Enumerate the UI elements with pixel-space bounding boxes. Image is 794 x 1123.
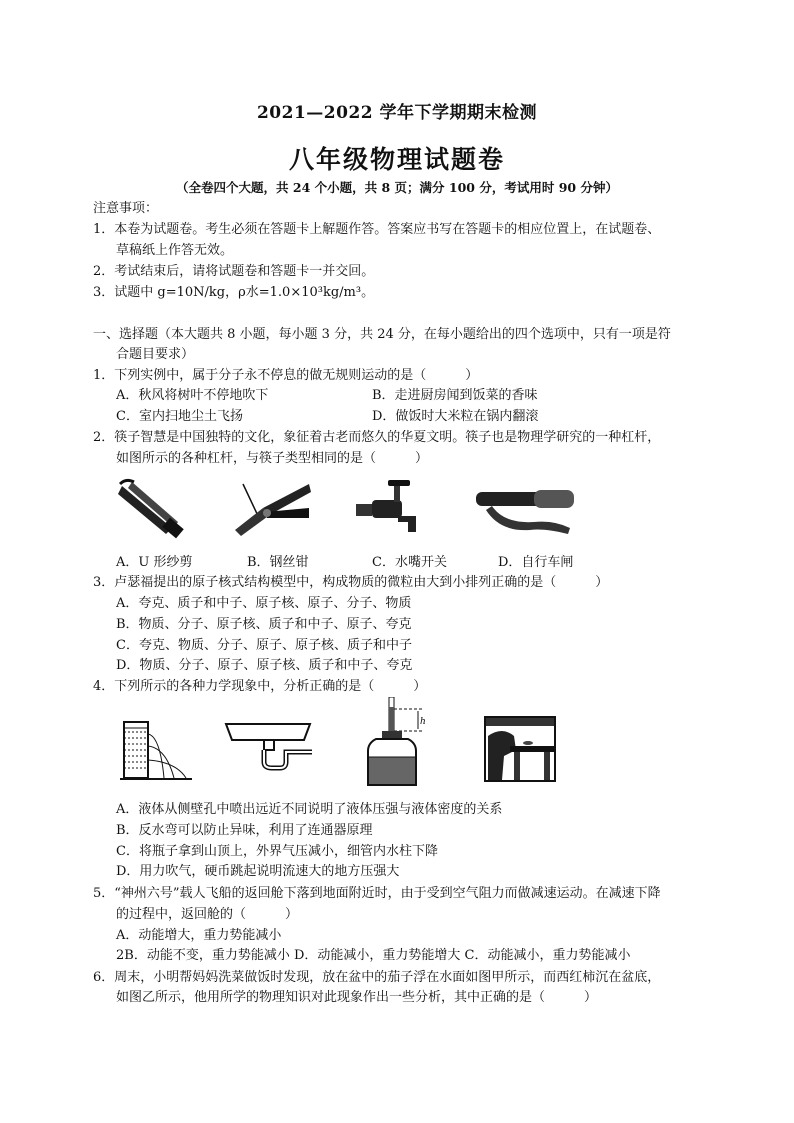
exam-subtitle: （全卷四个大题，共 24 个小题，共 8 页；满分 100 分，考试用时 90 分钟）: [176, 180, 618, 195]
note-3: 3．试题中 g=10N/kg，ρ水=1.0×10³kg/m³。: [93, 285, 375, 300]
bicycle-brake-icon: [474, 484, 578, 536]
q3-stem: 3．卢瑟福提出的原子核式结构模型中，构成物质的微粒由大到小排列正确的是（ ）: [93, 575, 609, 590]
pliers-icon: [229, 478, 315, 540]
section1-heading-a: 一、选择题（本大题共 8 小题，每小题 3 分，共 24 分，在每小题给出的四个选项中，只有一项是符: [93, 327, 671, 342]
bottle-barometer-icon: [362, 697, 436, 789]
q5-option-a: A．动能增大，重力势能减小: [116, 928, 282, 943]
faucet-icon: [354, 480, 426, 542]
notes-heading: 注意事项：: [93, 201, 159, 216]
note-2: 2．考试结束后，请将试题卷和答题卡一并交回。: [93, 264, 375, 279]
exam-title-line2: 八年级物理试题卷: [288, 145, 505, 174]
q2-stem-1: 2．筷子智慧是中国独特的文化，象征着古老而悠久的华夏文明。筷子也是物理学研究的一种杠杆，: [93, 430, 661, 445]
q1-option-b: B．走进厨房闻到饭菜的香味: [372, 388, 538, 403]
q2-stem-2: 如图所示的各种杠杆，与筷子类型相同的是（ ）: [116, 451, 429, 466]
height-label: h: [420, 717, 426, 727]
exam-title-line1: 2021—2022 学年下学期期末检测: [256, 103, 538, 123]
q4-option-a: A．液体从侧壁孔中喷出远近不同说明了液体压强与液体密度的关系: [116, 802, 503, 817]
q3-option-a: A．夸克、质子和中子、原子核、原子、分子、物质: [116, 596, 412, 611]
q2-option-c: C．水嘴开关: [372, 555, 447, 570]
q3-option-c: C．夸克、物质、分子、原子、原子核、质子和中子: [116, 638, 412, 653]
q4-stem: 4．下列所示的各种力学现象中，分析正确的是（ ）: [93, 679, 427, 694]
blow-coin-icon: [484, 716, 556, 782]
q3-option-b: B．物质、分子、原子核、质子和中子、原子、夸克: [116, 617, 412, 632]
q5-stem-1: 5．“神州六号”载人飞船的返回舱下落到地面附近时，由于受到空气阻力而做减速运动。在减速下降: [93, 886, 661, 901]
q2-option-b: B．钢丝钳: [247, 555, 309, 570]
q1-stem: 1．下列实例中，属于分子永不停息的做无规则运动的是（ ）: [93, 368, 479, 383]
q1-option-a: A．秋风将树叶不停地吹下: [116, 388, 269, 403]
q1-option-d: D．做饭时大米粒在锅内翻滚: [372, 409, 539, 424]
q5-options-rest: 2B．动能不变，重力势能减小 D．动能减小，重力势能增大 C．动能减小，重力势能减小: [116, 948, 631, 963]
note-1a: 1．本卷为试题卷。考生必须在答题卡上解题作答。答案应书写在答题卡的相应位置上，在试题卷、: [93, 222, 661, 237]
q4-option-b: B．反水弯可以防止异味，利用了连通器原理: [116, 823, 373, 838]
q6-stem-2: 如图乙所示，他用所学的物理知识对此现象作出一些分析，其中正确的是（ ）: [116, 990, 598, 1005]
q3-option-d: D．物质、分子、原子、原子核、质子和中子、夸克: [116, 658, 413, 673]
q2-option-a: A．U 形纱剪: [116, 555, 193, 570]
q2-option-d: D．自行车闸: [498, 555, 574, 570]
q4-option-c: C．将瓶子拿到山顶上，外界气压减小，细管内水柱下降: [116, 844, 438, 859]
sink-trap-icon: [224, 722, 318, 772]
water-jet-container-icon: [120, 718, 192, 782]
section1-heading-b: 合题目要求）: [116, 347, 195, 362]
q4-option-d: D．用力吹气，硬币跳起说明流速大的地方压强大: [116, 864, 400, 879]
note-1b: 草稿纸上作答无效。: [116, 243, 234, 258]
q1-option-c: C．室内扫地尘土飞扬: [116, 409, 243, 424]
q5-stem-2: 的过程中，返回舱的（ ）: [116, 907, 299, 922]
scissors-icon: [114, 478, 188, 540]
q6-stem-1: 6．周末，小明帮妈妈洗菜做饭时发现，放在盆中的茄子浮在水面如图甲所示，而西红柿沉在盆底，: [93, 970, 661, 985]
